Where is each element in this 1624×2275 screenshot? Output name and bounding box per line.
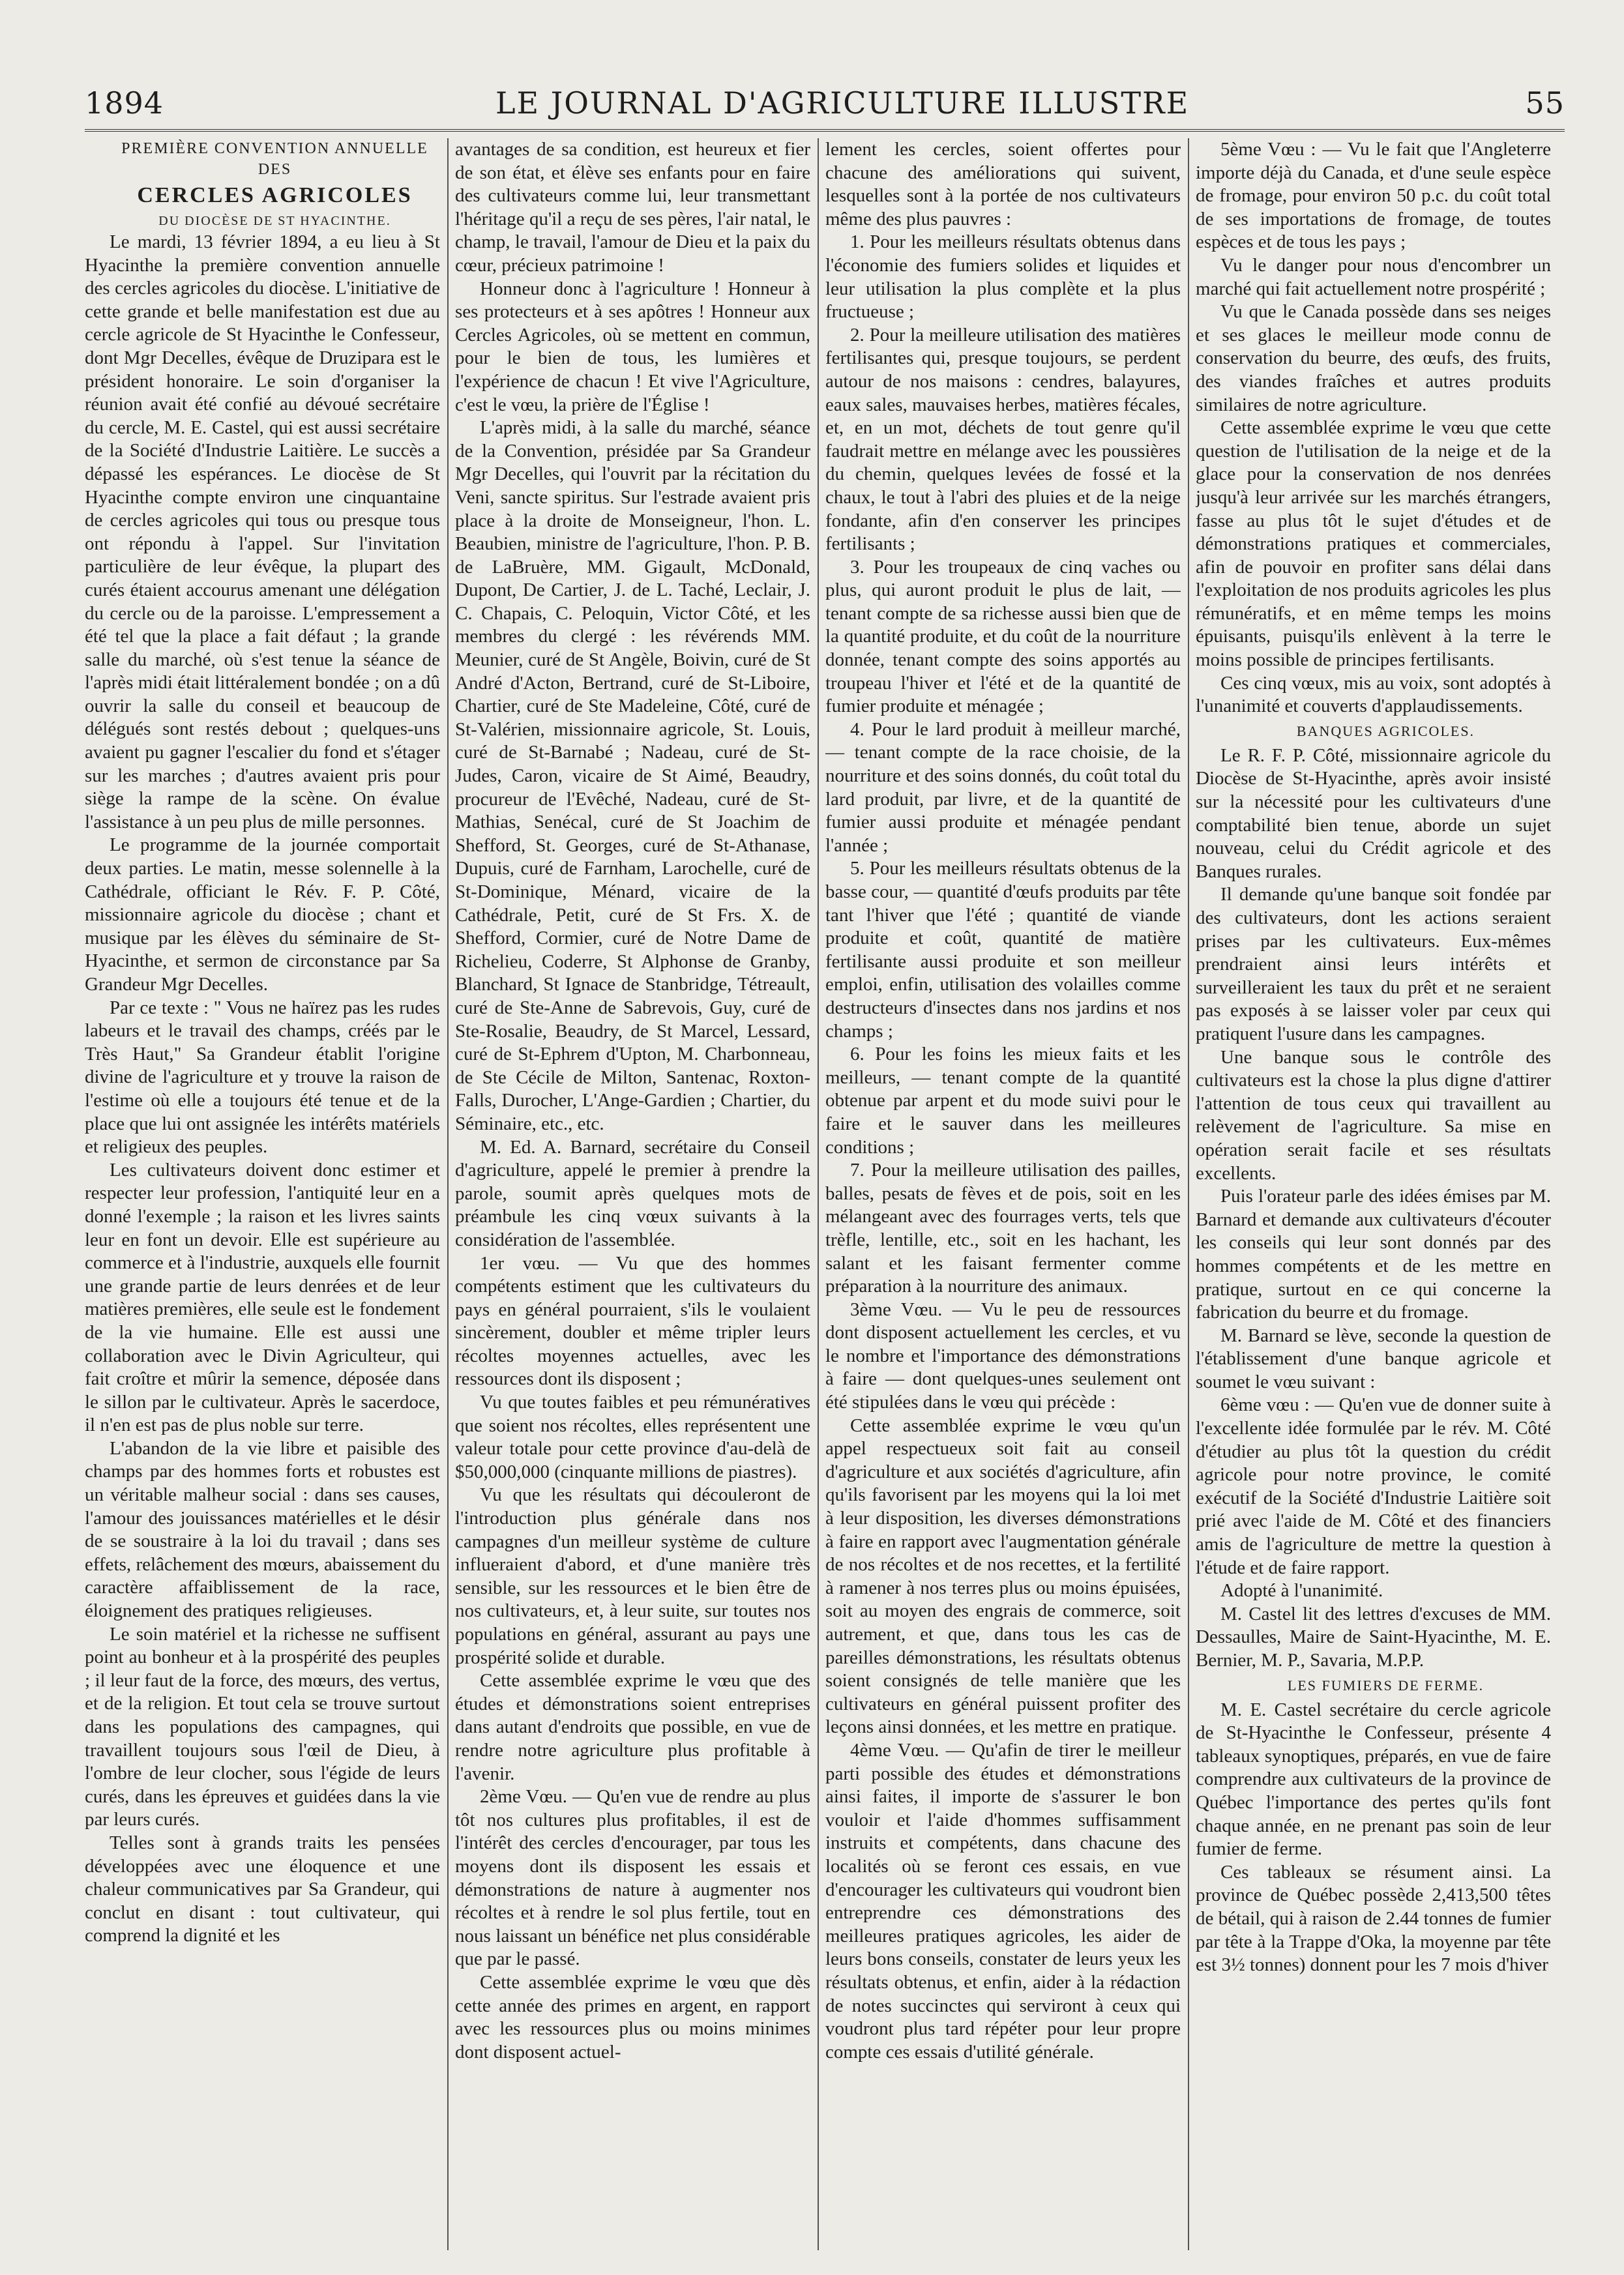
- paragraph: L'abandon de la vie libre et paisible des champs par des hommes forts et robustes est un véritable malheur social : dans ses causes, l'amour des jouissances matérielles et le désir de se soustraire à la loi du travail ; dans ses effets, relâchement des mœurs, abaissement du caractère affaiblissement de la race, éloignement des pratiques religieuses.: [85, 1437, 440, 1622]
- paragraph: 4ème Vœu. — Qu'afin de tirer le meilleur parti possible des études et démonstrations ainsi faites, il importe de s'assurer le bon vouloir et l'aide d'hommes suffisamment instruits et compétents, dans chacune des localités où se feront ces essais, en vue d'encourager les cultivateurs qui voudront bien entreprendre ces démonstrations des meilleures pratiques agricoles, les aider de leurs bons conseils, constater de leurs yeux les résultats obtenus, et enfin, aider à la rédaction de notes succinctes qui serviront à ceux qui voudront plus tard répéter pour leur propre compte ces essais d'utilité générale.: [825, 1739, 1181, 2062]
- paragraph: Les cultivateurs doivent donc estimer et respecter leur profession, l'antiquité leur en a donné l'exemple ; la raison et les livres saints leur en font un devoir. Elle est supérieure au commerce et à l'industrie, auxquels elle fournit une grande partie de leurs denrées et de leur matières premières, elle seule est le fondement de la vie humaine. Elle est aussi une collaboration avec le Divin Agriculteur, qui fait croître et mûrir la semence, déposée dans le sillon par le cultivateur. Après le sacerdoce, il n'en est pas de plus noble sur terre.: [85, 1159, 440, 1436]
- column-2: [455, 138, 810, 2250]
- paragraph: 5. Pour les meilleurs résultats obtenus de la basse cour, — quantité d'œufs produits par tête tant l'hiver que l'été ; quantité de viande produite et coût, quantité de matière fertilisante aussi produite et son meilleur emploi, enfin, utilisation des volailles comme destructeurs d'insectes dans nos jardins et nos champs ;: [825, 858, 1181, 1042]
- paragraph: 5ème Vœu : — Vu le fait que l'Angleterre importe déjà du Canada, et d'une seule espèce de fromage, pour environ 50 p.c. du coût total de ses importations de fromage, de toutes espèces et de tous les pays ;: [1196, 139, 1551, 253]
- journal-title: LE JOURNAL D'AGRICULTURE ILLUSTRE: [495, 85, 1190, 121]
- section-heading-banques: BANQUES AGRICOLES.: [1296, 722, 1475, 739]
- paragraph: Cette assemblée exprime le vœu qu'un appel respectueux soit fait au conseil d'agriculture et aux sociétés d'agriculture, afin qu'ils favorisent par les moyens qui la loi met à leur disposition, les diverses démonstrations à faire en rapport avec l'augmentation générale de nos récoltes et de nos recettes, et la fertilité à ramener à nos terres plus ou moins épuisées, soit au moyen des engrais de commerce, soit autrement, et que, dans tous les cas de pareilles démonstrations, les résultats obtenus soient consignés de telle manière que les cultivateurs en général puissent profiter des leçons ainsi données, et les mettre en pratique.: [825, 1415, 1181, 1738]
- column-divider: [818, 138, 819, 2250]
- paragraph: L'après midi, à la salle du marché, séance de la Convention, présidée par Sa Grandeur Mgr Decelles, qui l'ouvrit par la récitation du Veni, sancte spiritus. Sur l'estrade avaient pris place à la droite de Monseigneur, l'hon. L. Beaubien, ministre de l'agriculture, l'hon. P. B. de LaBruère, MM. Gigault, McDonald, Dupont, De Cartier, J. de L. Taché, Leclair, J. C. Chapais, C. Peloquin, Victor Côté, et les membres du clergé : les révérends MM. Meunier, curé de St Angèle, Boivin, curé de St André d'Acton, Bertrand, curé de St-Liboire, Chartier, curé de Ste Madeleine, Côté, curé de St-Valérien, missionnaire agricole, St. Louis, curé de St-Barnabé ; Nadeau, curé de St-Judes, Caron, vicaire de St Aimé, Beaudry, procureur de l'Evêché, Nadeau, curé de St-Mathias, Senécal, curé de St Joachim de Shefford, St. Georges, curé de St-Athanase, Dupuis, curé de Farnham, Larochelle, curé de St-Dominique, Ménard, vicaire de la Cathédrale, Petit, curé de St Frs. X. de Shefford, Cormier, curé de Notre Dame de Richelieu, Coderre, St Alphonse de Granby, Blanchard, St Ignace de Stanbridge, Tétreault, curé de Ste-Anne de Sabrevois, Guy, curé de Ste-Rosalie, Beaudry, de St Marcel, Lessard, curé de St-Ephrem d'Upton, M. Charbonneau, de Ste Cécile de Milton, Santenac, Roxton-Falls, Durocher, L'Ange-Gardien ; Chartier, du Séminaire, etc., etc.: [455, 417, 810, 1134]
- column-divider: [1188, 138, 1189, 2250]
- paragraph: Cette assemblée exprime le vœu que des études et démonstrations soient entreprises dans autant d'endroits que possible, en vue de rendre notre agriculture plus profitable à l'avenir.: [455, 1670, 810, 1784]
- paragraph: 2. Pour la meilleure utilisation des matières fertilisantes qui, presque toujours, se perdent autour de nos maisons : cendres, balayures, eaux sales, mauvaises herbes, matières fécales, et, en un mot, déchets de tout genre qu'il faudrait mettre en mélange avec les poussières du chemin, quelques levées de fossé et la chaux, le tout à l'abri des pluies et de la neige fondante, afin d'en conserver les principes fertilisants ;: [825, 324, 1181, 555]
- paragraph: 3ème Vœu. — Vu le peu de ressources dont disposent actuellement les cercles, et vu le nombre et l'importance des démonstrations à faire — dont quelques-unes seulement ont été stipulées dans le vœu qui précède :: [825, 1299, 1181, 1413]
- article-kicker-2: DES: [258, 161, 292, 178]
- paragraph: 1er vœu. — Vu que des hommes compétents estiment que les cultivateurs du pays en général pourraient, s'ils le voulaient sincèrement, doubler et même tripler leurs récoltes moyennes actuelles, avec les ressources dont ils disposent ;: [455, 1252, 810, 1390]
- page-number: 55: [1525, 85, 1565, 121]
- paragraph: 2ème Vœu. — Qu'en vue de rendre au plus tôt nos cultures plus profitables, il est de l'intérêt des cercles d'encourager, par tous les moyens dont ils disposent les essais et démonstrations de nature à augmenter nos récoltes et à rendre le sol plus fertile, tout en nous laissant un bénéfice net plus considérable que par le passé.: [455, 1786, 810, 1970]
- column-1: [85, 138, 440, 2250]
- paragraph: Le mardi, 13 février 1894, a eu lieu à St Hyacinthe la première convention annuelle des cercles agricoles du diocèse. L'initiative de cette grande et belle manifestation est due au cercle agricole de St Hyacinthe le Confesseur, dont Mgr Decelles, évêque de Druzipara est le président honoraire. Le soin d'organiser la réunion avait été confié au dévoué secrétaire du cercle, M. E. Castel, qui est aussi secrétaire de la Société d'Industrie Laitière. Le succès a dépassé les espérances. Le diocèse de St Hyacinthe compte environ une cinquantaine de cercles agricoles qui tous ou presque tous ont répondu à l'appel. Sur l'invitation particulière de leur évêque, la plupart des curés étaient accourus amenant une délégation du cercle ou de la paroisse. L'empressement a été tel que la place a fait défaut ; la grande salle du marché, où s'est tenue la séance de l'après midi était littéralement bondée ; on a dû ouvrir la salle du conseil et beaucoup de délégués sont restés debout ; quelques-uns avaient pu gagner l'escalier du fond et s'étager sur les marches ; d'autres avaient pris pour siège la rampe de la scène. On évalue l'assistance à un peu plus de mille personnes.: [85, 231, 440, 832]
- paragraph: Vu que toutes faibles et peu rémunératives que soient nos récoltes, elles représentent une valeur totale pour cette province d'au-delà de $50,000,000 (cinquante millions de piastres).: [455, 1392, 810, 1482]
- paragraph: Le soin matériel et la richesse ne suffisent point au bonheur et à la prospérité des peuples ; il leur faut de la force, des mœurs, des vertus, et de la religion. Et tout cela se trouve surtout dans les populations des campagnes, qui travaillent toujours sous l'œil de Dieu, à l'ombre de leur clocher, sous l'égide de leurs curés, dans les épreuves et guidées dans la vie par leurs curés.: [85, 1623, 440, 1830]
- paragraph: 6ème vœu : — Qu'en vue de donner suite à l'excellente idée formulée par le rév. M. Côté d'étudier au plus tôt la question du crédit agricole pour notre province, le comité exécutif de la Société d'Industrie Laitière soit prié avec l'aide de M. Côté et des financiers amis de l'agriculture de mettre la question à l'étude et de faire rapport.: [1196, 1394, 1551, 1578]
- paragraph: Ces tableaux se résument ainsi. La province de Québec possède 2,413,500 têtes de bétail, qui à raison de 2.44 tonnes de fumier par tête à la Trappe d'Oka, la moyenne par tête est 3½ tonnes) donnent pour les 7 mois d'hiver: [1196, 1861, 1551, 1976]
- paragraph: Puis l'orateur parle des idées émises par M. Barnard et demande aux cultivateurs d'écouter les conseils qui leur sont donnés par des hommes compétents et de les mettre en pratique, surtout en ce qui concerne la fabrication du beurre et du fromage.: [1196, 1186, 1551, 1323]
- paragraph: 1. Pour les meilleurs résultats obtenus dans l'économie des fumiers solides et liquides et leur utilisation la plus complète et la plus fructueuse ;: [825, 231, 1181, 323]
- paragraph: 6. Pour les foins les mieux faits et les meilleurs, — tenant compte de la quantité obtenue par arpent et du mode suivi pour le faire et le sauver dans les meilleures conditions ;: [825, 1044, 1181, 1158]
- column-3: [825, 138, 1181, 2250]
- paragraph: Telles sont à grands traits les pensées développées avec une éloquence et une chaleur communicatives par Sa Grandeur, qui conclut en disant : tout cultivateur, qui comprend la dignité et les: [85, 1832, 440, 1946]
- paragraph: M. Castel lit des lettres d'excuses de MM. Dessaulles, Maire de Saint-Hyacinthe, M. E. Bernier, M. P., Savaria, M.P.P.: [1196, 1603, 1551, 1671]
- paragraph: Cette assemblée exprime le vœu que cette question de l'utilisation de la neige et de la glace pour la conservation de nos denrées jusqu'à leur arrivée sur les marchés étrangers, fasse au plus tôt le sujet d'études et de démonstrations pratiques et commerciales, afin de pouvoir en profiter sans délai dans l'exploitation de nos produits agricoles les plus rémunératifs, et en même temps les moins épuisants, puisqu'ils enlèvent à la terre le moins possible de principes fertilisants.: [1196, 417, 1551, 671]
- paragraph: 4. Pour le lard produit à meilleur marché, — tenant compte de la race choisie, de la nourriture et des soins donnés, du coût total du lard produit, par livre, et de la quantité de fumier aussi produite et ménagée pendant l'année ;: [825, 718, 1181, 856]
- article-kicker: PREMIÈRE CONVENTION ANNUELLE: [121, 140, 428, 157]
- paragraph: Vu que le Canada possède dans ses neiges et ses glaces le meilleur mode connu de conservation du beurre, des œufs, des fruits, des viandes fraîches et autres produits similaires de notre agriculture.: [1196, 301, 1551, 415]
- paragraph: M. Ed. A. Barnard, secrétaire du Conseil d'agriculture, appelé le premier à prendre la parole, soumit après quelques mots de préambule les cinq vœux suivants à la considération de l'assemblée.: [455, 1136, 810, 1250]
- paragraph: 3. Pour les troupeaux de cinq vaches ou plus, qui auront produit le plus de lait, — tenant compte de sa richesse aussi bien que de la quantité produite, et du coût de la nourriture donnée, tenant compte des soins apportés au troupeau l'hiver et l'été et de la quantité de fumier produite et ménagée ;: [825, 556, 1181, 717]
- paragraph: M. Barnard se lève, seconde la question de l'établissement d'une banque agricole et soumet le vœu suivant :: [1196, 1325, 1551, 1392]
- paragraph: Le programme de la journée comportait deux parties. Le matin, messe solennelle à la Cathédrale, officiant le Rév. F. P. Côté, missionnaire agricole du diocèse ; chant et musique par les élèves du séminaire de St-Hyacinthe, et sermon de circonstance par Sa Grandeur Mgr Decelles.: [85, 834, 440, 995]
- header-rule: [85, 129, 1565, 132]
- column-divider: [447, 138, 449, 2250]
- paragraph: M. E. Castel secrétaire du cercle agricole de St-Hyacinthe le Confesseur, présente 4 tableaux synoptiques, préparés, en vue de faire comprendre aux cultivateurs de la province de Québec l'importance des pertes qu'ils font chaque année, en ne prenant pas soin de leur fumier de ferme.: [1196, 1699, 1551, 1860]
- section-heading-fumiers: LES FUMIERS DE FERME.: [1287, 1677, 1484, 1694]
- paragraph: Le R. F. P. Côté, missionnaire agricole du Diocèse de St-Hyacinthe, après avoir insisté sur la nécessité pour les cultivateurs d'une comptabilité bien tenue, aborde un sujet nouveau, celui du Crédit agricole et des Banques rurales.: [1196, 744, 1551, 882]
- column-4: [1196, 138, 1551, 2250]
- paragraph: Adopté à l'unanimité.: [1220, 1580, 1383, 1602]
- year: 1894: [85, 85, 164, 121]
- paragraph: Vu que les résultats qui découleront de l'introduction plus générale dans nos campagnes d'un meilleur système de culture influeraient d'abord, et d'une manière très sensible, sur les ressources et le bien être de nos cultivateurs, et, à leur suite, sur toutes nos populations en général, assurant au pays une prospérité solide et durable.: [455, 1484, 810, 1668]
- article-subtitle: DU DIOCÈSE DE ST HYACINTHE.: [158, 214, 391, 228]
- paragraph: lement les cercles, soient offertes pour chacune des améliorations qui suivent, lesquelles sont à la portée de nos cultivateurs même des plus pauvres :: [825, 139, 1181, 229]
- article-title: CERCLES AGRICOLES: [137, 183, 413, 207]
- paragraph: Cette assemblée exprime le vœu que dès cette année des primes en argent, en rapport avec les ressources plus ou moins minimes dont disposent actuel-: [455, 1971, 810, 2062]
- paragraph: avantages de sa condition, est heureux et fier de son état, et élève ses enfants pour en faire des cultivateurs comme lui, leur transmettant l'héritage qu'il a reçu de ses pères, l'air natal, le champ, le travail, l'amour de Dieu et la paix du cœur, précieux patrimoine !: [455, 139, 810, 276]
- paragraph: Une banque sous le contrôle des cultivateurs est la chose la plus digne d'attirer l'attention de tous ceux qui travaillent au relèvement de l'agriculture. Sa mise en opération serait facile et ses résultats excellents.: [1196, 1046, 1551, 1184]
- paragraph: Il demande qu'une banque soit fondée par des cultivateurs, dont les actions seraient prises par les cultivateurs. Eux-mêmes prendraient ainsi leurs intérêts et surveilleraient les taux du prêt et ne seraient pas exposés à se laisser voler par ceux qui pratiquent l'usure dans les campagnes.: [1196, 884, 1551, 1044]
- paragraph: Honneur donc à l'agriculture ! Honneur à ses protecteurs et à ses apôtres ! Honneur aux Cercles Agricoles, où se mettent en commun, pour le bien de tous, les lumières et l'expérience de chacun ! Et vive l'Agriculture, c'est le vœu, la prière de l'Église !: [455, 278, 810, 415]
- paragraph: 7. Pour la meilleure utilisation des pailles, balles, pesats de fèves et de pois, soit en les mélangeant avec des fourrages verts, tels que trèfle, lentille, etc., soit en les hachant, les salant et les faisant fermenter comme préparation à la nourriture des animaux.: [825, 1160, 1181, 1297]
- paragraph: Ces cinq vœux, mis au voix, sont adoptés à l'unanimité et couverts d'applaudissements.: [1196, 672, 1551, 717]
- paragraph: Par ce texte : " Vous ne haïrez pas les rudes labeurs et le travail des champs, créés par le Très Haut," Sa Grandeur établit l'origine divine de l'agriculture et y trouve la raison de l'estime où elle a toujours été tenue et de la place que lui ont assignée les intérêts matériels et religieux des peuples.: [85, 997, 440, 1158]
- masthead: [85, 83, 1565, 123]
- paragraph: Vu le danger pour nous d'encombrer un marché qui fait actuellement notre prospérité ;: [1196, 254, 1551, 299]
